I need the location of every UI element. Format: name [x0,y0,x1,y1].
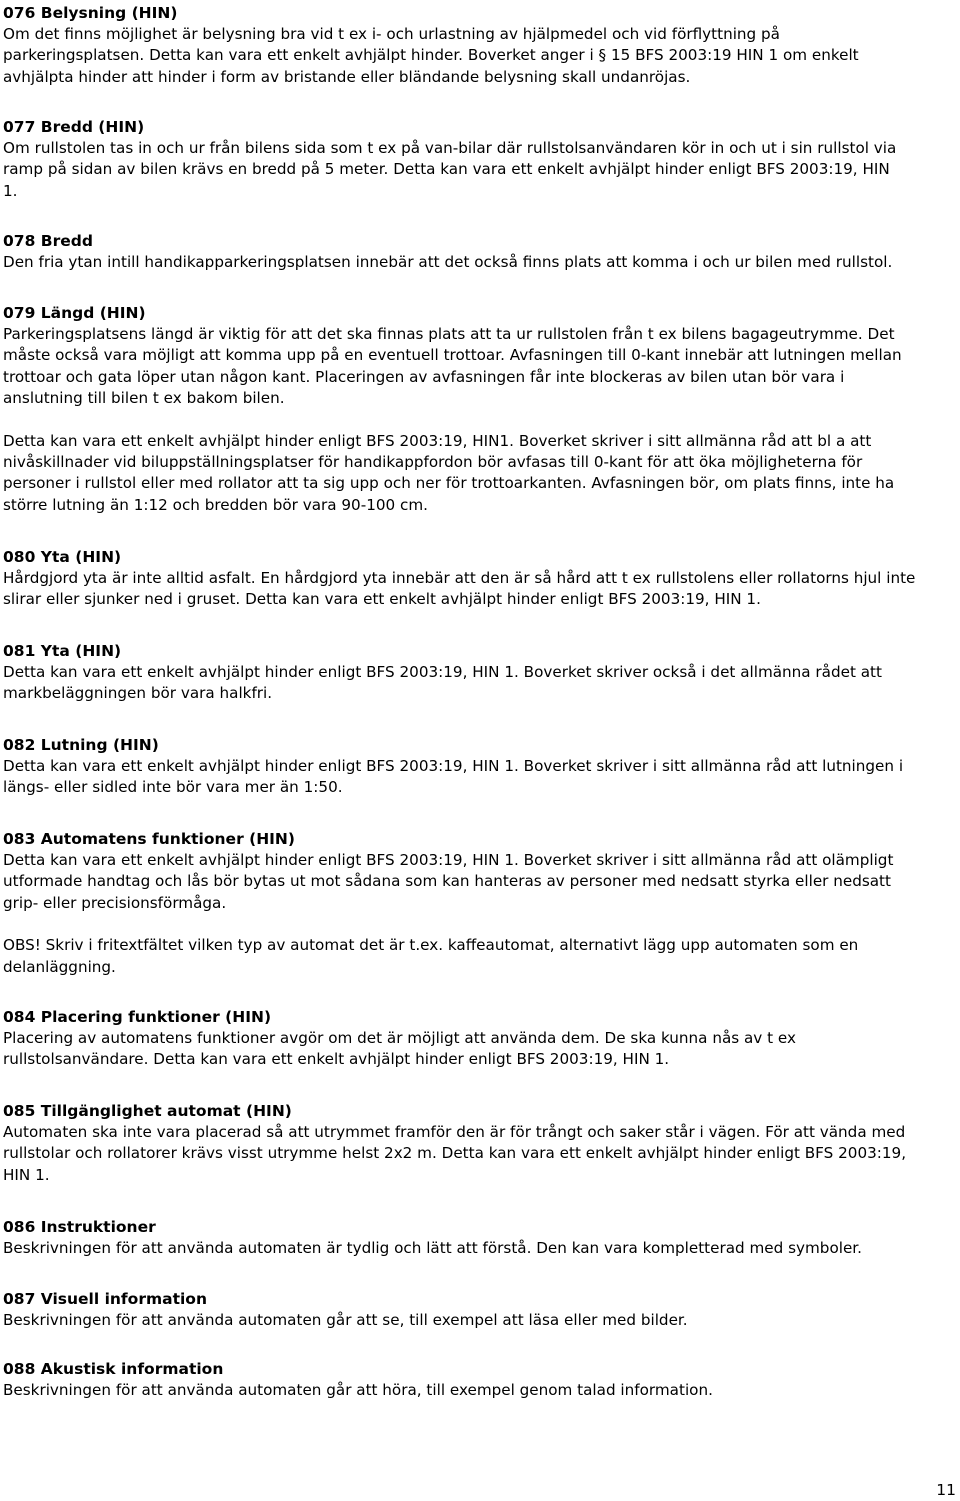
paragraph-line: Den fria ytan intill handikapparkeringsplatsen innebär att det också finns plats att komma i och ur bilen med rullstol. [3,253,893,271]
paragraph-line: Detta kan vara ett enkelt avhjälpt hinder enligt BFS 2003:19, HIN 1. Boverket skriver också i det allmänna rådet att [3,663,882,681]
paragraph [3,1310,957,1331]
section [3,1288,957,1331]
section-heading: 083 Automatens funktioner (HIN) [3,830,295,848]
paragraph-line: markbeläggningen bör vara halkfri. [3,684,273,703]
section [3,734,957,799]
paragraph [3,1122,957,1186]
section [3,828,957,978]
paragraph-line: delanläggning. [3,957,116,976]
section [3,2,957,88]
paragraph-line: grip- eller precisionsförmåga. [3,893,227,912]
paragraph-line: Beskrivningen för att använda automaten går att höra, till exempel genom talad information. [3,1381,713,1399]
paragraph-line: Beskrivningen för att använda automaten går att se, till exempel att läsa eller med bilder. [3,1311,688,1329]
paragraph-line: längs- eller sidled inte bör vara mer än 1:50. [3,778,343,797]
paragraph [3,1238,957,1259]
section-heading: 079 Längd (HIN) [3,304,146,322]
paragraph-line: OBS! Skriv i fritextfältet vilken typ av automat det är t.ex. kaffeautomat, alternativt lägg upp automaten som en [3,936,859,955]
paragraph-line: Automaten ska inte vara placerad så att utrymmet framför den är för trångt och saker står i vägen. För att vända med [3,1123,906,1141]
section-heading: 080 Yta (HIN) [3,548,122,566]
paragraph [3,1380,957,1401]
paragraph-line: Placering av automatens funktioner avgör om det är möjligt att använda dem. De ska kunna nås av t ex [3,1029,796,1047]
section-heading: 085 Tillgänglighet automat (HIN) [3,1102,292,1120]
section [3,230,957,273]
paragraph-line: Om rullstolen tas in och ur från bilens sida som t ex på van-bilar där rullstolsanvändaren kör in och ut i sin rullstol via [3,139,897,157]
paragraph [3,252,957,273]
section [3,1100,957,1186]
paragraph-line: ramp på sidan av bilen krävs en bredd på 5 meter. Detta kan vara ett enkelt avhjälpt hinder enligt BFS 2003:19, HIN [3,160,890,179]
paragraph-line: trottoar och gata löper utan någon kant. Placeringen av avfasningen får inte blockeras av bilen utan bör vara i [3,367,845,386]
paragraph-line: 1. [3,181,18,200]
paragraph [3,431,957,517]
section-heading: 088 Akustisk information [3,1360,224,1378]
section-heading: 084 Placering funktioner (HIN) [3,1008,272,1026]
section-heading: 077 Bredd (HIN) [3,118,145,136]
paragraph-gap [3,914,957,935]
paragraph-line: Detta kan vara ett enkelt avhjälpt hinder enligt BFS 2003:19, HIN1. Boverket skriver i sitt allmänna råd att bl a att [3,431,872,450]
paragraph-line: personer i rullstol eller med rollator att ta sig upp och ner för trottoarkanten. Avfasningen bör, om plats finns, inte ha [3,474,895,493]
paragraph-line: anslutning till bilen t ex bakom bilen. [3,389,285,408]
paragraph-line: HIN 1. [3,1165,50,1184]
paragraph [3,324,957,410]
page-number: 11 [936,1481,956,1499]
paragraph-line: avhjälpta hinder att hinder i form av bristande eller bländande belysning skall undanröjas. [3,67,691,86]
section [3,546,957,611]
section-heading: 081 Yta (HIN) [3,642,122,660]
paragraph [3,138,957,202]
paragraph-line: Parkeringsplatsens längd är viktig för att det ska finnas plats att ta ur rullstolen från t ex bilens bagageutrymme. Det [3,325,895,343]
paragraph-line: utformade handtag och lås bör bytas ut mot sådana som kan hanteras av personer med nedsatt styrka eller nedsatt [3,872,891,891]
paragraph-line: parkeringsplatsen. Detta kan vara ett enkelt avhjälpt hinder. Boverket anger i § 15 BFS 2003:19 HIN 1 om enkelt [3,46,859,65]
paragraph-line: rullstolsanvändare. Detta kan vara ett enkelt avhjälpt hinder enligt BFS 2003:19, HIN 1. [3,1050,670,1069]
paragraph [3,568,957,611]
paragraph [3,24,957,88]
paragraph-line: Detta kan vara ett enkelt avhjälpt hinder enligt BFS 2003:19, HIN 1. Boverket skriver i sitt allmänna råd att lutningen i [3,757,904,775]
section [3,1216,957,1259]
section [3,1358,957,1401]
paragraph-gap [3,410,957,431]
section-heading: 076 Belysning (HIN) [3,4,178,22]
paragraph-line: måste också vara möjligt att komma upp på en eventuell trottoar. Avfasningen till 0-kant innebär att lutningen mellan [3,346,902,365]
paragraph [3,662,957,705]
paragraph-line: nivåskillnader vid biluppställningsplatser för handikappfordon bör avfasas till 0-kant för att öka möjligheterna för [3,453,863,472]
paragraph [3,935,957,978]
paragraph-line: Om det finns möjlighet är belysning bra vid t ex i- och urlastning av hjälpmedel och vid förflyttning på [3,25,780,43]
section-heading: 082 Lutning (HIN) [3,736,159,754]
paragraph-line: Hårdgjord yta är inte alltid asfalt. En hårdgjord yta innebär att den är så hård att t ex rullstolens eller rollatorns hjul inte [3,569,916,587]
section-heading: 078 Bredd [3,232,93,250]
section [3,640,957,705]
section [3,1006,957,1071]
section [3,302,957,516]
section-heading: 087 Visuell information [3,1290,207,1308]
paragraph-line: Detta kan vara ett enkelt avhjälpt hinder enligt BFS 2003:19, HIN 1. Boverket skriver i sitt allmänna råd att olämpligt [3,851,894,869]
section [3,116,957,202]
paragraph [3,1028,957,1071]
paragraph [3,850,957,914]
paragraph-line: rullstolar och rollatorer krävs visst utrymme helst 2x2 m. Detta kan vara ett enkelt avhjälpt hinder enligt BFS 2003:19, [3,1144,907,1163]
paragraph-line: slirar eller sjunker ned i gruset. Detta kan vara ett enkelt avhjälpt hinder enligt BFS 2003:19, HIN 1. [3,590,761,609]
section-heading: 086 Instruktioner [3,1218,156,1236]
paragraph-line: större lutning än 1:12 och bredden bör vara 90-100 cm. [3,495,428,514]
paragraph-line: Beskrivningen för att använda automaten är tydlig och lätt att förstå. Den kan vara kompletterad med symboler. [3,1239,862,1257]
paragraph [3,756,957,799]
